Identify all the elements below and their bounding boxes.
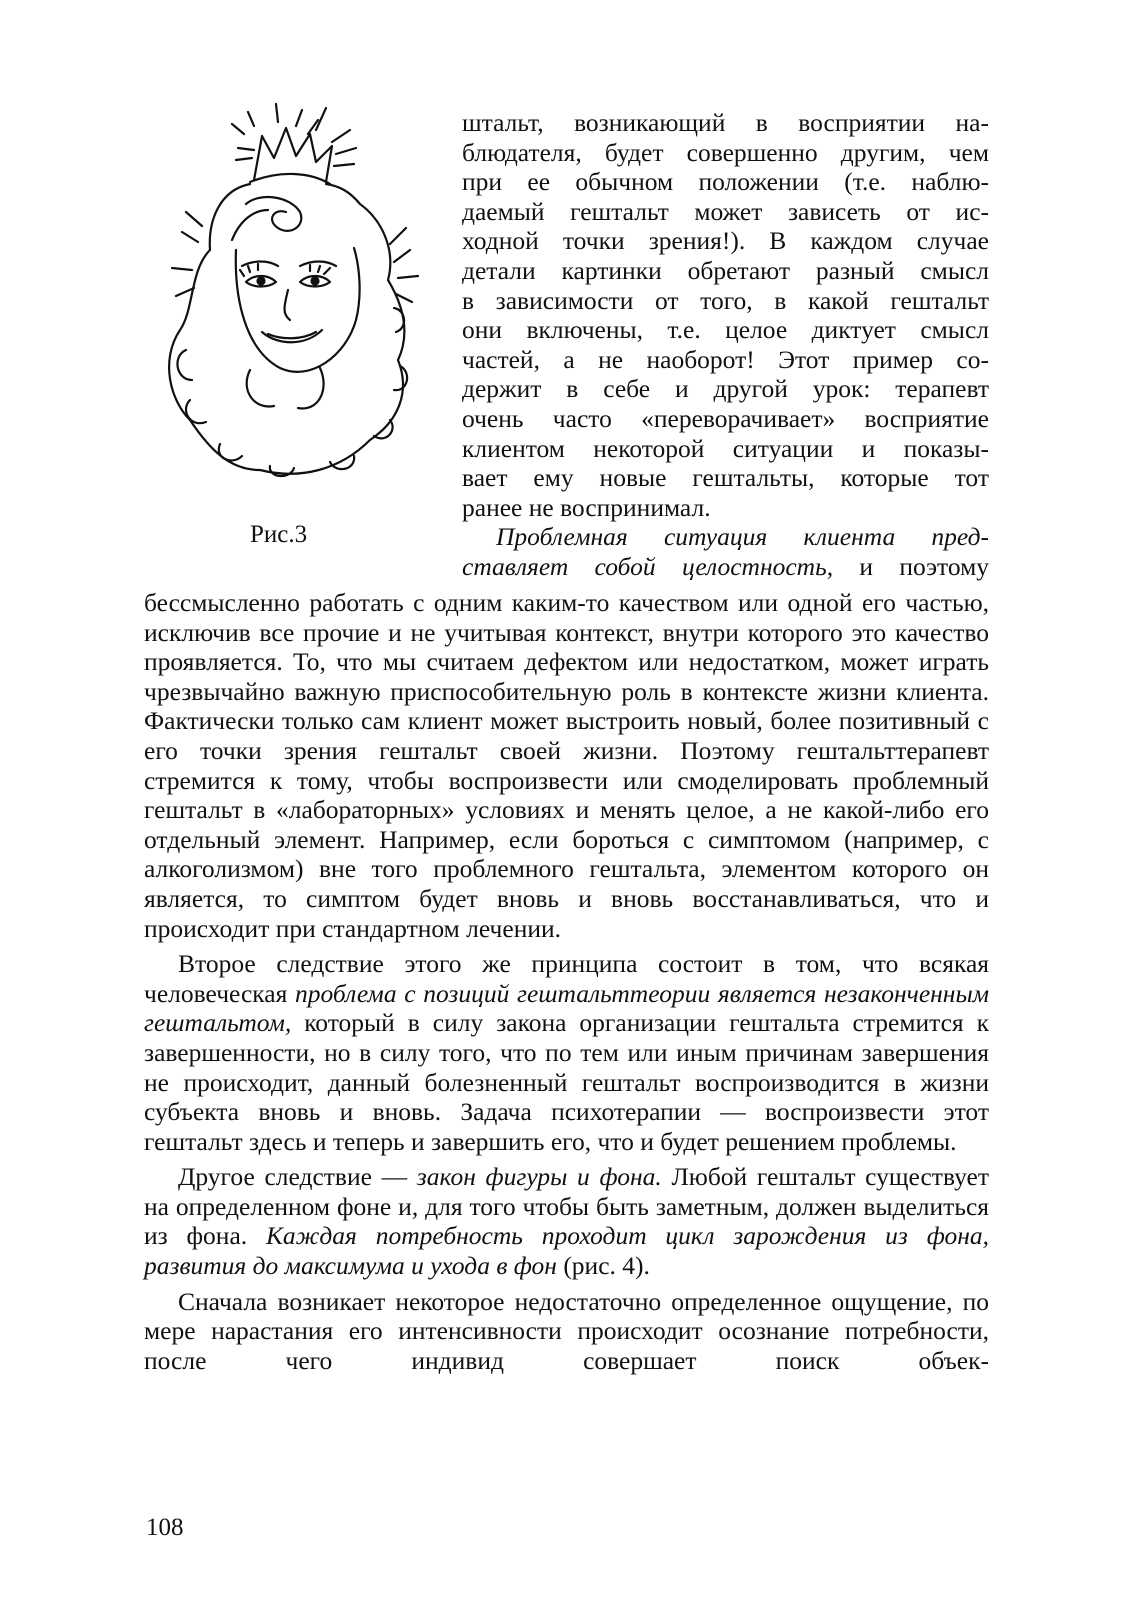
text-line: детали картинки обретают разный смысл bbox=[462, 255, 989, 285]
paragraph: бессмысленно работать с одним каким-то качеством или одной его частью, исключив все прочие и не учитывая контекст, внутри которого это качество проявляется. То, что мы считаем дефектом или недостатком, может играть чрезвычайно важную приспособительную роль в контексте жизни клиента. Фактически только сам клиент может выстроить новый, более позитивный с его точки зрения гештальт своей жизни. Поэтому гештальттерапевт стремится к тому, чтобы воспроизвести или смоделировать проблемный гештальт в «лабораторных» условиях и менять целое, а не какой-либо его отдельный элемент. Например, если бороться с симптомом (например, с алкоголизмом) вне того проблемного гештальта, элементом которого он является, то симптом будет вновь и вновь восстанавливаться, что и происходит при стандартном лечении. bbox=[144, 588, 989, 943]
text-line: при ее обычном положении (т.е. наблю- bbox=[462, 167, 989, 197]
text-line: держит в себе и другой урок: терапевт bbox=[462, 374, 989, 404]
text-span: Любой гештальт существует на определенном фоне и, для того чтобы быть заметным, должен выделиться из фона. bbox=[144, 1162, 989, 1251]
text-line bbox=[462, 522, 989, 552]
figure-caption: Рис.3 bbox=[250, 521, 308, 548]
text-line: ходной точки зрения!). В каждом случае bbox=[462, 226, 989, 256]
text-line: блюдателя, будет совершенно другим, чем bbox=[462, 137, 989, 167]
text-line: очень часто «переворачивает» восприятие bbox=[462, 403, 989, 433]
text-span: Второе следствие этого же принципа состоит в том, что всякая человеческая bbox=[144, 949, 989, 1008]
text-line: в зависимости от того, в какой гештальт bbox=[462, 285, 989, 315]
text-line: ранее не воспринимал. bbox=[462, 492, 711, 522]
text-line: частей, а не наоборот! Этот пример со- bbox=[462, 344, 989, 374]
text-span: Другое следствие — bbox=[178, 1162, 417, 1192]
emphasis: Каждая потребность проходит цикл зарождения из фона, развития до максимума и ухода в фон bbox=[144, 1221, 989, 1281]
text-line: вает ему новые гештальты, которые тот bbox=[462, 463, 989, 493]
emphasis: Проблемная ситуация клиента пред- bbox=[496, 522, 989, 552]
main-text bbox=[144, 588, 989, 1375]
emphasis: закон фигуры и фона. bbox=[416, 1162, 662, 1192]
emphasis: ставляет собой целостность, bbox=[462, 551, 834, 581]
text-line: штальт, возникающий в восприятии на- bbox=[462, 108, 989, 137]
text-span: и поэтому bbox=[833, 551, 989, 581]
emphasis: проблема с позиций гештальттеории является незаконченным гештальтом, bbox=[144, 978, 990, 1038]
text-span: который в силу закона организации гештальта стремится к завершенности, но в силу того, что по тем или иным причинам завершения не происходит, данный болезненный гештальт воспроизводится в жизни субъекта вновь и вновь. Задача психотерапии — воспроизвести этот гештальт здесь и теперь и завершить его, что и будет решением проблемы. bbox=[144, 1008, 989, 1156]
right-column-text bbox=[462, 108, 989, 582]
paragraph bbox=[144, 949, 989, 1156]
text-line: они включены, т.е. целое диктует смысл bbox=[462, 315, 989, 345]
woman-face-crown-drawing-icon bbox=[150, 100, 435, 520]
paragraph bbox=[144, 1162, 989, 1280]
text-span: (рис. 4). bbox=[556, 1251, 650, 1281]
text-line: даемый гештальт может зависеть от ис- bbox=[462, 196, 989, 226]
paragraph: Сначала возникает некоторое недостаточно определенное ощущение, по мере нарастания его интенсивности происходит осознание потребности, после чего индивид совершает поиск объек- bbox=[144, 1286, 989, 1375]
figure-3 bbox=[150, 100, 435, 530]
page-number: 108 bbox=[146, 1514, 184, 1541]
text-line bbox=[462, 552, 989, 582]
text-line: клиентом некоторой ситуации и показы- bbox=[462, 433, 989, 463]
